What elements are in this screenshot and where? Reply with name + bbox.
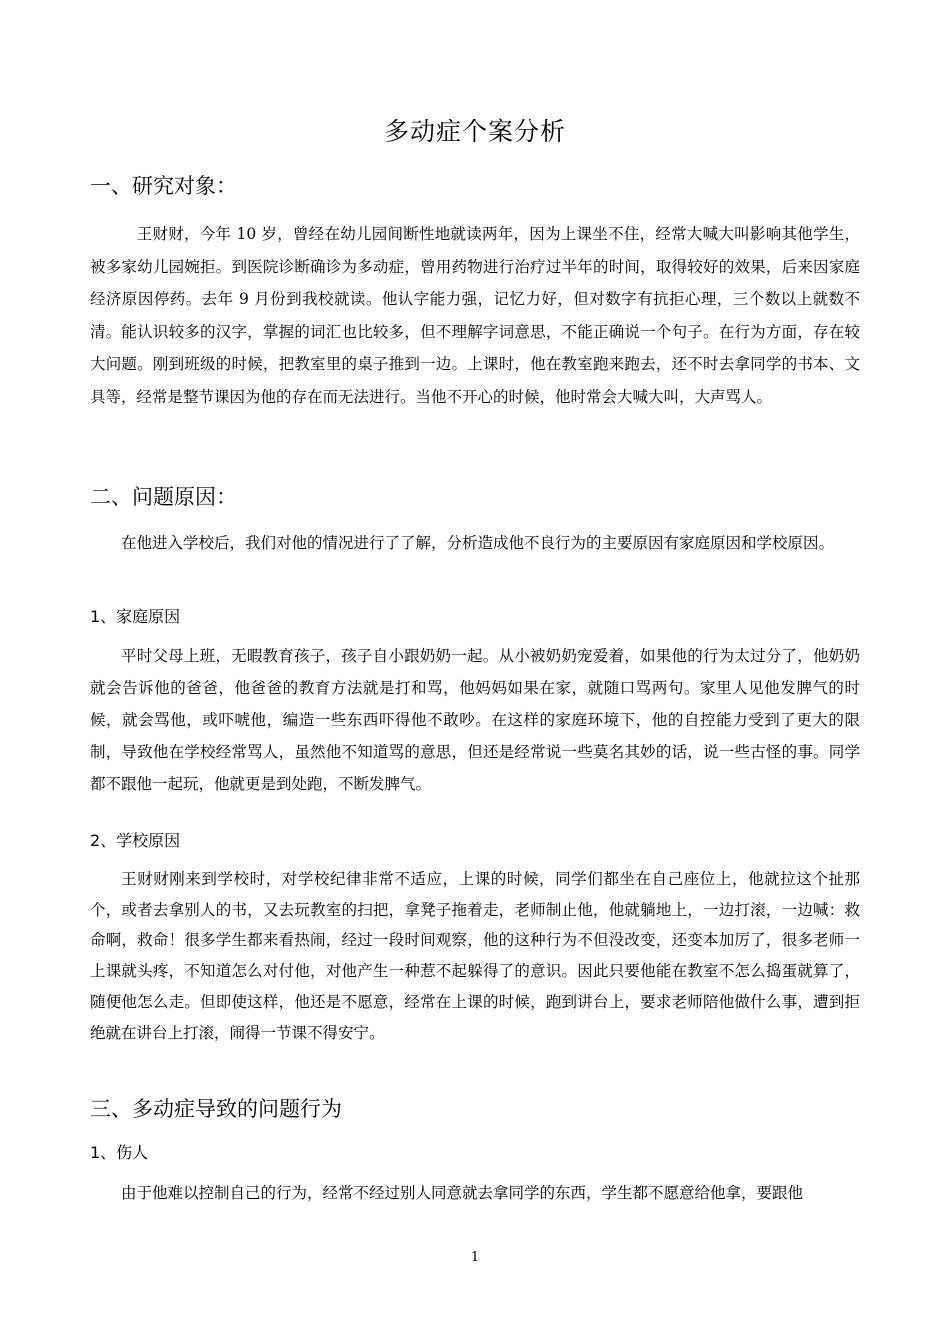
paragraph-problem-causes-intro: 在他进入学校后，我们对他的情况进行了了解，分析造成他不良行为的主要原因有家庭原因和学校原因。 (121, 534, 835, 552)
document-title: 多动症个案分析 (383, 117, 566, 146)
paragraph-research-subject: 王财财，今年 10 岁，曾经在幼儿园间断性地就读两年，因为上课坐不住，经常大喊大叫影响其他学生，被多家幼儿园婉拒。到医院诊断确诊为多动症，曾用药物进行治疗过半年的时间，取得较好的效果，后来因家庭经济原因停药。去年 9 月份到我校就读。他认字能力强，记忆力好，但对数字有抗拒心理，三个数以上就数不清。能认识较多的汉字，掌握的词汇也比较多，但不理解字词意思，不能正确说一个句子。在行为方面，存在较大问题。刚到班级的时候，把教室里的桌子推到一边。上课时，他在教室跑来跑去，还不时去拿同学的书本、文具等，经常是整节课因为他的存在而无法进行。当他不开心的时候，他时常会大喊大叫，大声骂人。 (90, 225, 860, 406)
section-heading-problem-behaviors: 三、多动症导致的问题行为 (90, 1097, 342, 1121)
subheading-family-causes: 1、家庭原因 (90, 607, 181, 626)
subheading-school-causes: 2、学校原因 (90, 831, 181, 850)
paragraph-hurting-others: 由于他难以控制自己的行为，经常不经过别人同意就去拿同学的东西，学生都不愿意给他拿，要跟他 (121, 1184, 804, 1202)
paragraph-family-causes: 平时父母上班，无暇教育孩子，孩子自小跟奶奶一起。从小被奶奶宠爱着，如果他的行为太过分了，他奶奶就会告诉他的爸爸，他爸爸的教育方法就是打和骂，他妈妈如果在家，就随口骂两句。家里人见他发脾气的时候，就会骂他，或吓唬他，编造一些东西吓得他不敢吵。在这样的家庭环境下，他的自控能力受到了更大的限制，导致他在学校经常骂人，虽然他不知道骂的意思，但还是经常说一些莫名其妙的话，说一些古怪的事。同学都不跟他一起玩，他就更是到处跑，不断发脾气。 (90, 647, 860, 793)
paragraph-school-causes: 王财财刚来到学校时，对学校纪律非常不适应，上课的时候，同学们都坐在自己座位上，他就拉这个扯那个，或者去拿别人的书，又去玩教室的扫把，拿凳子拖着走，老师制止他，他就躺地上，一边打滚，一边喊：救命啊，救命！很多学生都来看热闹，经过一段时间观察，他的这种行为不但没改变，还变本加厉了，很多老师一上课就头疼，不知道怎么对付他，对他产生一种惹不起躲得了的意识。因此只要他能在教室不怎么捣蛋就算了，随便他怎么走。但即使这样，他还是不愿意，经常在上课的时候，跑到讲台上，要求老师陪他做什么事，遭到拒绝就在讲台上打滚，闹得一节课不得安宁。 (90, 870, 860, 1042)
section-heading-problem-causes: 二、问题原因： (90, 485, 237, 509)
page-number: 1 (470, 1250, 480, 1265)
section-heading-research-subject: 一、研究对象： (90, 174, 237, 198)
subheading-hurting-others: 1、伤人 (90, 1143, 149, 1162)
